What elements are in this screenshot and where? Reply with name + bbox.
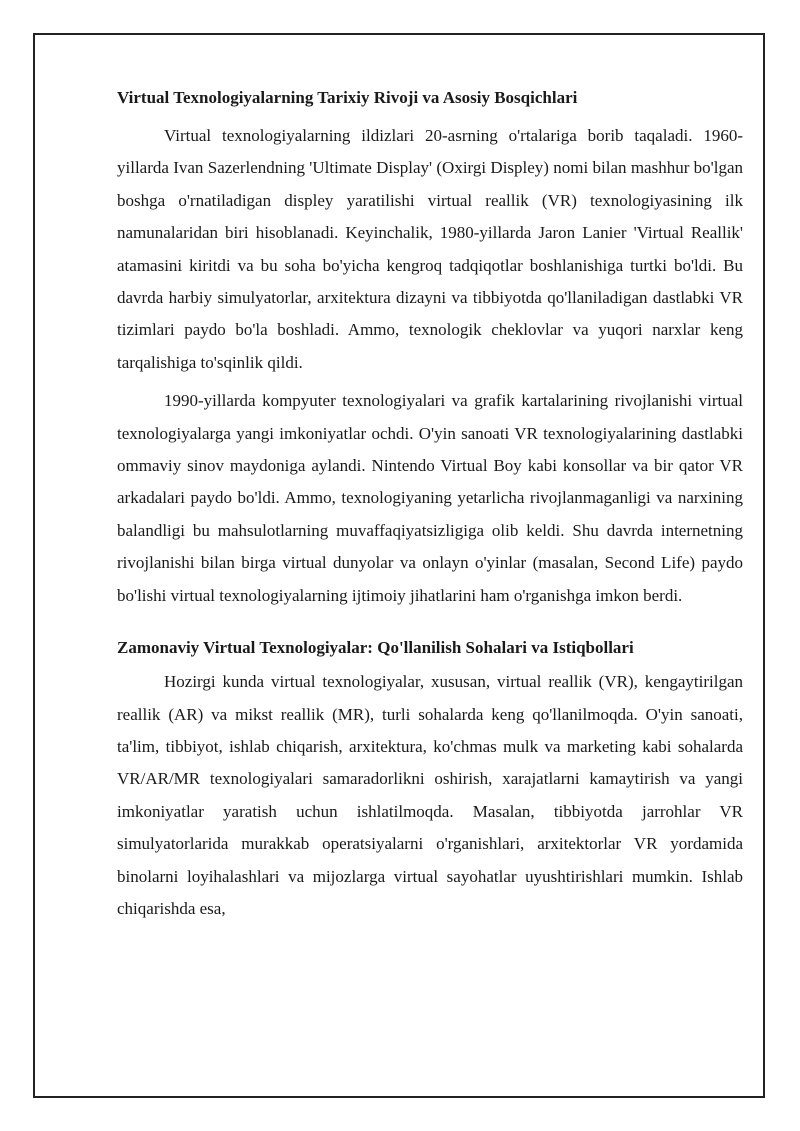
- document-body: [117, 86, 743, 925]
- section-heading-history: Virtual Texnologiyalarning Tarixiy Rivoji va Asosiy Bosqichlari: [117, 88, 578, 107]
- paragraph-history-1: Virtual texnologiyalarning ildizlari 20-asrning o'rtalariga borib taqaladi. 1960-yillarda Ivan Sazerlendning 'Ultimate Display' (Oxirgi Displey) nomi bilan mashhur bo'lgan boshga o'rnatiladigan displey yaratilishi virtual reallik (VR) texnologiyasining ilk namunalaridan biri hisoblanadi. Keyinchalik, 1980-yillarda Jaron Lanier 'Virtual Reallik' atamasini kiritdi va bu soha bo'yicha kengroq tadqiqotlar boshlanishiga turtki bo'ldi. Bu davrda harbiy simulyatorlar, arxitektura dizayni va tibbiyotda qo'llaniladigan dastlabki VR tizimlari paydo bo'la boshladi. Ammo, texnologik cheklovlar va yuqori narxlar keng tarqalishiga to'sqinlik qildi.: [117, 126, 743, 372]
- paragraph-modern-1: Hozirgi kunda virtual texnologiyalar, xususan, virtual reallik (VR), kengaytirilgan reallik (AR) va mikst reallik (MR), turli sohalarda keng qo'llanilmoqda. O'yin sanoati, ta'lim, tibbiyot, ishlab chiqarish, arxitektura, ko'chmas mulk va marketing kabi sohalarda VR/AR/MR texnologiyalari samaradorlikni oshirish, xarajatlarni kamaytirish va yangi imkoniyatlar yaratish uchun ishlatilmoqda. Masalan, tibbiyotda jarrohlar VR simulyatorlarida murakkab operatsiyalarni o'rganishlari, arxitektorlar VR yordamida binolarni loyihalashlari va mijozlarga virtual sayohatlar uyushtirishlari mumkin. Ishlab chiqarishda esa,: [117, 672, 743, 918]
- section-heading-modern: Zamonaviy Virtual Texnologiyalar: Qo'llanilish Sohalari va Istiqbollari: [117, 638, 634, 658]
- paragraph-history-2: 1990-yillarda kompyuter texnologiyalari va grafik kartalarining rivojlanishi virtual texnologiyalarga yangi imkoniyatlar ochdi. O'yin sanoati VR texnologiyalarining dastlabki ommaviy sinov maydoniga aylandi. Nintendo Virtual Boy kabi konsollar va bir qator VR arkadalari paydo bo'ldi. Ammo, texnologiyaning yetarlicha rivojlanmaganligi va narxining balandligi bu mahsulotlarning muvaffaqiyatsizligiga olib keldi. Shu davrda internetning rivojlanishi bilan birga virtual dunyolar va onlayn o'yinlar (masalan, Second Life) paydo bo'lishi virtual texnologiyalarning ijtimoiy jihatlarini ham o'rganishga imkon berdi.: [117, 391, 743, 605]
